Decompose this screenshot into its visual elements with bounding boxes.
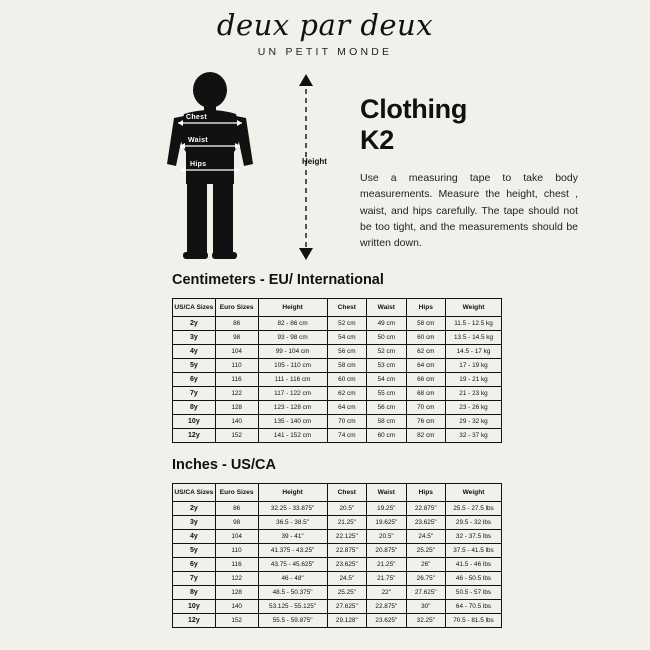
cell-chest: 74 cm [327,428,366,442]
cell-height: 39 - 41" [258,529,327,543]
table-row [173,400,502,414]
cell-chest: 56 cm [327,344,366,358]
cell-height: 105 - 110 cm [258,358,327,372]
cell-chest: 20.5" [327,501,366,515]
cell-hips: 82 cm [406,428,445,442]
table-row [173,330,502,344]
section-title-inches: Inches - US/CA [172,456,276,473]
column-header: Hips [406,298,445,316]
table-row [173,428,502,442]
cell-hips: 66 cm [406,372,445,386]
table-header-row [173,483,502,501]
size-table-inches [172,483,502,628]
cell-hips: 32.25" [406,613,445,627]
cell-chest: 64 cm [327,400,366,414]
table-row [173,613,502,627]
brand-header [0,0,650,58]
cell-euro: 152 [215,613,258,627]
cell-waist: 23.625" [367,613,406,627]
cell-size: 6y [173,372,216,386]
cell-hips: 30" [406,599,445,613]
cell-height: 99 - 104 cm [258,344,327,358]
table-row [173,515,502,529]
cell-hips: 70 cm [406,400,445,414]
cell-weight: 32 - 37.5 lbs [446,529,502,543]
cell-euro: 122 [215,571,258,585]
cell-hips: 22.875" [406,501,445,515]
cell-waist: 52 cm [367,344,406,358]
cell-chest: 23.625" [327,557,366,571]
table-row [173,386,502,400]
cell-hips: 64 cm [406,358,445,372]
cell-weight: 29.5 - 32 lbs [446,515,502,529]
table-header-row [173,298,502,316]
cell-weight: 25.5 - 27.5 lbs [446,501,502,515]
cell-height: 53.125 - 55.125" [258,599,327,613]
brand-name: deux par deux [216,8,434,42]
cell-size: 10y [173,414,216,428]
cell-waist: 49 cm [367,316,406,330]
cell-weight: 46 - 50.5 lbs [446,571,502,585]
cell-size: 12y [173,428,216,442]
cell-size: 8y [173,400,216,414]
cell-chest: 22.875" [327,543,366,557]
tables-section [0,272,650,628]
cell-waist: 58 cm [367,414,406,428]
cell-chest: 25.25" [327,585,366,599]
cell-chest: 54 cm [327,330,366,344]
section-title-cm: Centimeters - EU/ International [172,271,384,288]
table-row [173,316,502,330]
hero-section [0,58,650,258]
cell-size: 3y [173,330,216,344]
cell-waist: 54 cm [367,372,406,386]
figure-label-hips: Hips [190,160,207,168]
cell-weight: 29 - 32 kg [446,414,502,428]
column-header: Chest [327,483,366,501]
cell-hips: 26" [406,557,445,571]
cell-waist: 20.875" [367,543,406,557]
cell-size: 5y [173,543,216,557]
cell-euro: 98 [215,515,258,529]
cell-waist: 19.25" [367,501,406,515]
cell-euro: 98 [215,330,258,344]
cell-euro: 122 [215,386,258,400]
cell-chest: 27.625" [327,599,366,613]
column-header: Height [258,298,327,316]
cell-size: 10y [173,599,216,613]
cell-euro: 110 [215,543,258,557]
cell-hips: 76 cm [406,414,445,428]
figure-label-height: Height [302,156,327,166]
cell-chest: 22.125" [327,529,366,543]
cell-size: 4y [173,344,216,358]
cell-euro: 104 [215,529,258,543]
hero-text [352,72,626,258]
cell-chest: 21.25" [327,515,366,529]
instructions-text: Use a measuring tape to take body measurements. Measure the height, chest , waist, and hips carefully. The tape should not be too tight, and the measurements should be written down. [360,171,578,250]
figure-label-waist: Waist [188,136,208,144]
cell-waist: 55 cm [367,386,406,400]
cell-hips: 25.25" [406,543,445,557]
cell-waist: 56 cm [367,400,406,414]
table-row [173,585,502,599]
cell-height: 36.5 - 38.5" [258,515,327,529]
cell-size: 5y [173,358,216,372]
cell-waist: 22" [367,585,406,599]
cell-height: 141 - 152 cm [258,428,327,442]
height-measure [288,72,352,258]
column-header: Chest [327,298,366,316]
column-header: Hips [406,483,445,501]
cell-hips: 26.75" [406,571,445,585]
cell-waist: 53 cm [367,358,406,372]
cell-waist: 20.5" [367,529,406,543]
size-table-centimeters [172,298,502,443]
cell-hips: 27.625" [406,585,445,599]
cell-euro: 116 [215,557,258,571]
cell-euro: 128 [215,400,258,414]
cell-hips: 58 cm [406,316,445,330]
cell-waist: 21.75" [367,571,406,585]
height-arrow-icon [288,72,352,262]
body-figure [154,72,274,258]
cell-euro: 152 [215,428,258,442]
cell-height: 55.5 - 59.875" [258,613,327,627]
table-row [173,344,502,358]
cell-euro: 86 [215,316,258,330]
column-header: Euro Sizes [215,483,258,501]
cell-waist: 60 cm [367,428,406,442]
cell-weight: 70.5 - 81.5 lbs [446,613,502,627]
cell-euro: 128 [215,585,258,599]
cell-size: 3y [173,515,216,529]
cell-height: 82 - 86 cm [258,316,327,330]
cell-height: 46 - 48" [258,571,327,585]
cell-chest: 58 cm [327,358,366,372]
cell-size: 7y [173,571,216,585]
cell-chest: 62 cm [327,386,366,400]
column-header: Waist [367,298,406,316]
cell-height: 117 - 122 cm [258,386,327,400]
figure-label-chest: Chest [186,113,207,121]
cell-size: 8y [173,585,216,599]
cell-waist: 50 cm [367,330,406,344]
cell-height: 93 - 98 cm [258,330,327,344]
cell-height: 43.75 - 45.625" [258,557,327,571]
cell-size: 2y [173,316,216,330]
cell-height: 135 - 140 cm [258,414,327,428]
cell-euro: 140 [215,599,258,613]
column-header: Weight [446,483,502,501]
cell-weight: 64 - 70.5 lbs [446,599,502,613]
column-header: Euro Sizes [215,298,258,316]
cell-euro: 104 [215,344,258,358]
cell-weight: 50.5 - 57 lbs [446,585,502,599]
cell-weight: 19 - 21 kg [446,372,502,386]
cell-weight: 11.5 - 12.5 kg [446,316,502,330]
table-row [173,571,502,585]
cell-weight: 13.5 - 14.5 kg [446,330,502,344]
cell-hips: 24.5" [406,529,445,543]
child-silhouette-icon [154,72,274,262]
cell-weight: 14.5 - 17 kg [446,344,502,358]
table-row [173,414,502,428]
cell-weight: 23 - 26 kg [446,400,502,414]
cell-waist: 22.875" [367,599,406,613]
cell-height: 48.5 - 50.375" [258,585,327,599]
cell-hips: 23.625" [406,515,445,529]
column-header: Height [258,483,327,501]
cell-weight: 21 - 23 kg [446,386,502,400]
table-row [173,501,502,515]
cell-weight: 37.5 - 41.5 lbs [446,543,502,557]
cell-height: 123 - 128 cm [258,400,327,414]
table-row [173,543,502,557]
table-row [173,358,502,372]
cell-waist: 21.25" [367,557,406,571]
cell-height: 111 - 116 cm [258,372,327,386]
cell-waist: 19.625" [367,515,406,529]
cell-chest: 52 cm [327,316,366,330]
page-title-line2: K2 [360,124,394,155]
table-row [173,529,502,543]
cell-euro: 140 [215,414,258,428]
column-header: Weight [446,298,502,316]
cell-size: 7y [173,386,216,400]
cell-weight: 17 - 19 kg [446,358,502,372]
cell-chest: 29.128" [327,613,366,627]
cell-height: 32.25 - 33.875" [258,501,327,515]
cell-size: 2y [173,501,216,515]
table-row [173,372,502,386]
cell-chest: 70 cm [327,414,366,428]
cell-height: 41.375 - 43.25" [258,543,327,557]
table-row [173,599,502,613]
cell-euro: 110 [215,358,258,372]
cell-euro: 116 [215,372,258,386]
cell-size: 12y [173,613,216,627]
page-title-line1: Clothing [360,93,468,124]
cell-size: 6y [173,557,216,571]
column-header: Waist [367,483,406,501]
cell-weight: 41.5 - 46 lbs [446,557,502,571]
cell-hips: 62 cm [406,344,445,358]
cell-hips: 60 cm [406,330,445,344]
column-header: US/CA Sizes [173,483,216,501]
table-row [173,557,502,571]
cell-size: 4y [173,529,216,543]
cell-chest: 24.5" [327,571,366,585]
cell-chest: 60 cm [327,372,366,386]
cell-hips: 68 cm [406,386,445,400]
cell-euro: 86 [215,501,258,515]
brand-tagline: UN PETIT MONDE [257,45,393,58]
column-header: US/CA Sizes [173,298,216,316]
cell-weight: 32 - 37 kg [446,428,502,442]
